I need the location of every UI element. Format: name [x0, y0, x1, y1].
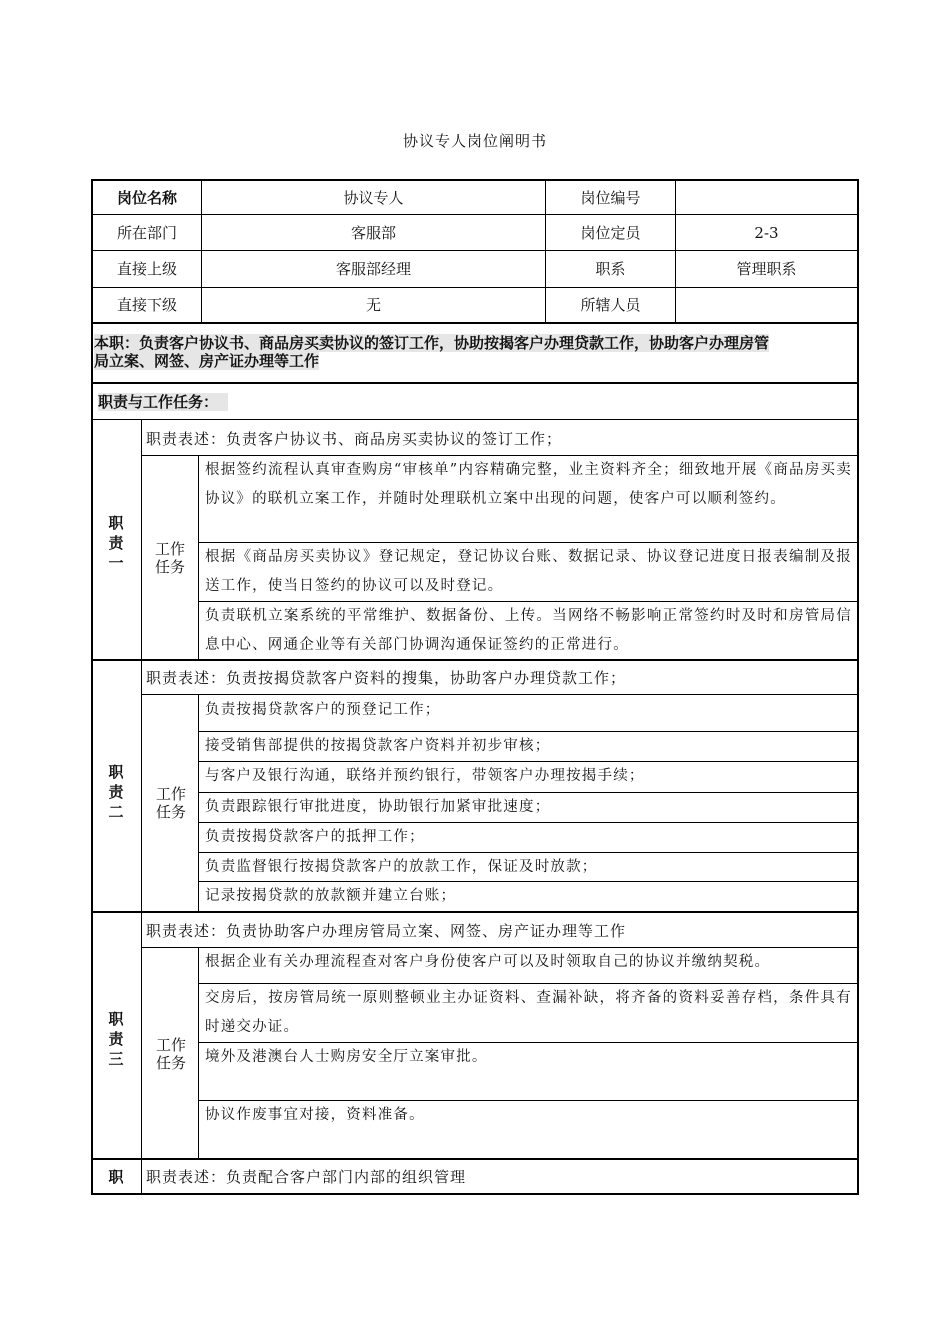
label-headcount: 岗位定员 — [580, 223, 641, 242]
duty3-task-4: 协议作废事宜对接，资料准备。 — [205, 1107, 425, 1123]
duty1-task-2: 根据《商品房买卖协议》登记规定，登记协议台账、数据记录、协议登记进度日报表编制及报送工作，使当日签约的协议可以及时登记。 — [205, 549, 852, 594]
value-job-series: 管理职系 — [736, 260, 797, 278]
duty1-work-label: 工作 任务 — [154, 540, 185, 576]
label-position-code: 岗位编号 — [580, 188, 641, 207]
duty3-work-label: 工作 任务 — [155, 1036, 186, 1072]
duty2-task-7: 记录按揭贷款的放款额并建立台账； — [205, 888, 457, 904]
duty3-description: 职责表述：负责协助客户办理房管局立案、网签、房产证办理等工作 — [146, 921, 627, 940]
job-summary-line-2: 局立案、网签、房产证办理等工作 — [94, 352, 320, 370]
duty2-task-5: 负责按揭贷款客户的抵押工作； — [205, 829, 425, 845]
value-superior: 客服部经理 — [335, 260, 411, 278]
duty2-task-4: 负责跟踪银行审批进度，协助银行加紧审批速度； — [205, 799, 551, 815]
value-headcount: 2-3 — [754, 223, 779, 242]
duty1-task-3: 负责联机立案系统的平常维护、数据备份、上传。当网络不畅影响正常签约时及时和房管局信息中心、网通企业等有关部门协调沟通保证签约的正常进行。 — [205, 608, 852, 653]
duty3-task-1: 根据企业有关办理流程查对客户身份使客户可以及时领取自己的协议并缴纳契税。 — [205, 954, 771, 970]
duty1-task-1: 根据签约流程认真审查购房“审核单”内容精确完整，业主资料齐全；细致地开展《商品房买卖协议》的联机立案工作，并随时处理联机立案中出现的问题，使客户可以顺利签约。 — [205, 462, 852, 507]
duty2-task-6: 负责监督银行按揭贷款客户的放款工作，保证及时放款； — [205, 859, 598, 875]
duty3-task-3: 境外及港澳台人士购房安全厅立案审批。 — [205, 1049, 488, 1065]
job-summary-line-1: 本职：负责客户协议书、商品房买卖协议的签订工作，协助按揭客户办理贷款工作，协助客户办理房管 — [94, 334, 770, 352]
value-staff — [676, 288, 857, 322]
value-position-name: 协议专人 — [343, 188, 404, 207]
duty2-description: 职责表述：负责按揭贷款客户资料的搜集，协助客户办理贷款工作； — [146, 669, 627, 687]
value-department: 客服部 — [350, 223, 396, 242]
label-subordinate: 直接下级 — [116, 296, 177, 314]
duty4-description: 职责表述：负责配合客户部门内部的组织管理 — [146, 1168, 467, 1186]
duty4-name: 职 — [108, 1168, 124, 1186]
job-summary — [94, 334, 858, 370]
duties-header: 职责与工作任务： — [93, 384, 857, 419]
label-staff: 所辖人员 — [580, 296, 641, 314]
duty2-task-3: 与客户及银行沟通，联络并预约银行，带领客户办理按揭手续； — [205, 768, 645, 784]
label-superior: 直接上级 — [116, 260, 177, 278]
value-subordinate: 无 — [365, 296, 381, 314]
duty3-name: 职 责 三 — [108, 1010, 124, 1068]
label-position-name: 岗位名称 — [116, 188, 177, 207]
page-title: 协议专人岗位阐明书 — [402, 132, 547, 150]
label-department: 所在部门 — [116, 223, 177, 242]
duty2-task-2: 接受销售部提供的按揭贷款客户资料并初步审核； — [205, 738, 551, 754]
value-position-code — [676, 181, 857, 214]
label-job-series: 职系 — [595, 260, 626, 278]
duty3-task-2: 交房后，按房管局统一原则整顿业主办证资料、查漏补缺，将齐备的资料妥善存档，条件具有时递交办证。 — [205, 990, 852, 1035]
duty2-name: 职 责 二 — [108, 763, 124, 821]
duty2-task-1: 负责按揭贷款客户的预登记工作； — [205, 702, 441, 718]
duty2-work-label: 工作 任务 — [155, 785, 186, 821]
duty1-name: 职 责 一 — [108, 514, 124, 572]
duty1-description: 职责表述：负责客户协议书、商品房买卖协议的签订工作； — [146, 429, 563, 448]
